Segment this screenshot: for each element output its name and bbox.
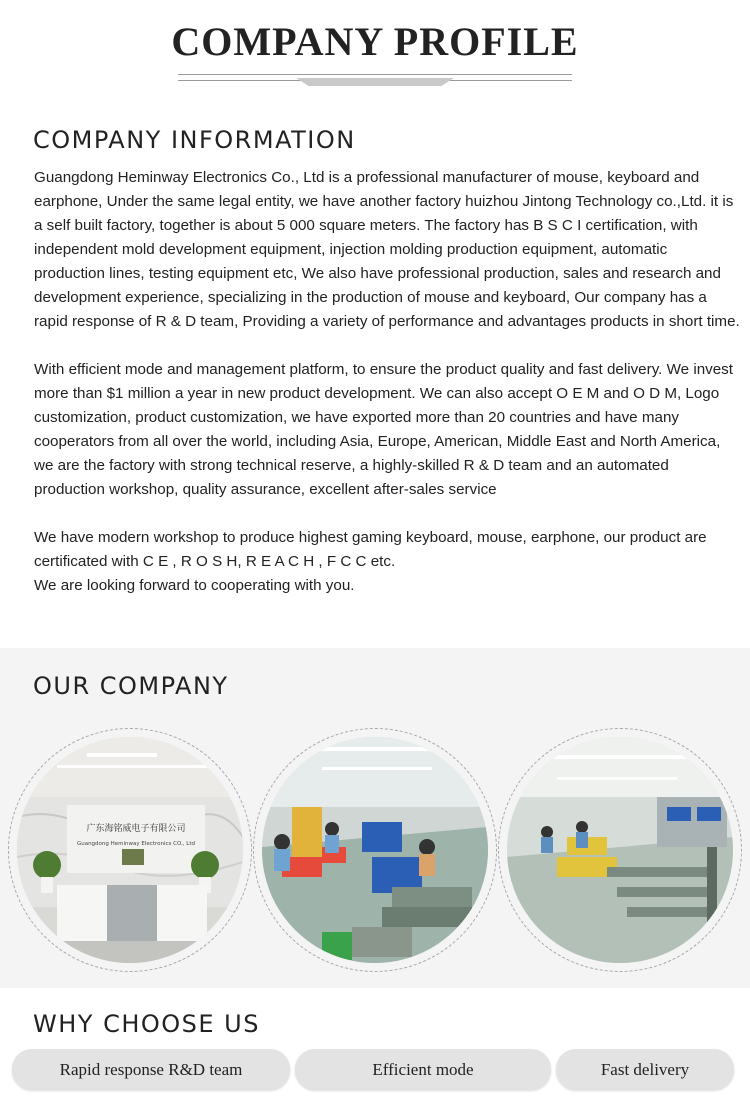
company-information-body <box>34 166 740 598</box>
info-paragraph-1: Guangdong Heminway Electronics Co., Ltd is a professional manufacturer of mouse, keyboard and earphone, Under the same legal entity, we have another factory huizhou Jintong Technology co.,Ltd. it is a self built factory, together is about 5 000 square meters. The factory has B S C I certification, with independent mold development equipment, injection molding production equipment, automatic production lines, testing equipment etc, We also have professional production, sales and research and development experience, specializing in the production of mouse and keyboard, Our company has a rapid response of R & D team, Providing a variety of performance and advantages products in short time. <box>34 169 740 330</box>
reception-sign-cn: 广东海铭威电子有限公司 <box>86 824 186 834</box>
production-line-photo-image <box>507 737 733 963</box>
our-company-section <box>0 648 750 988</box>
feature-pill-efficient-mode: Efficient mode <box>295 1049 551 1090</box>
info-paragraph-3 <box>34 526 740 598</box>
info-paragraph-3-line-2: We are looking forward to cooperating with you. <box>34 577 355 594</box>
page-title: COMPANY PROFILE <box>171 19 579 64</box>
info-paragraph-3-line-1: We have modern workshop to produce highest gaming keyboard, mouse, earphone, our product are certificated with C E , R O S H, R E A C H , F C C etc. <box>34 529 707 570</box>
workshop-photo <box>253 728 497 972</box>
reception-photo-image <box>17 737 243 963</box>
workshop-photo-image <box>262 737 488 963</box>
title-divider-tab <box>296 78 454 86</box>
info-paragraph-2: With efficient mode and management platform, to ensure the product quality and fast delivery. We invest more than $1 million a year in new product development. We can also accept O E M and O D M, Logo customization, product customization, we have exported more than 20 countries and have many cooperators from all over the world, including Asia, Europe, American, Middle East and North America, we are the factory with strong technical reserve, a highly-skilled R & D team and an automated production workshop, quality assurance, excellent after-sales service <box>34 361 733 498</box>
reception-sign-en: Guangdong Heminway Electronics CO., Ltd <box>76 841 196 847</box>
production-line-photo <box>498 728 742 972</box>
feature-pill-fast-delivery: Fast delivery <box>556 1049 734 1090</box>
title-divider-top <box>178 74 572 75</box>
our-company-heading: OUR COMPANY <box>33 672 229 700</box>
why-choose-us-heading: WHY CHOOSE US <box>33 1010 260 1038</box>
feature-pill-rapid-response: Rapid response R&D team <box>12 1049 290 1090</box>
reception-photo <box>8 728 252 972</box>
page-header <box>0 0 750 100</box>
company-information-heading: COMPANY INFORMATION <box>33 126 356 154</box>
